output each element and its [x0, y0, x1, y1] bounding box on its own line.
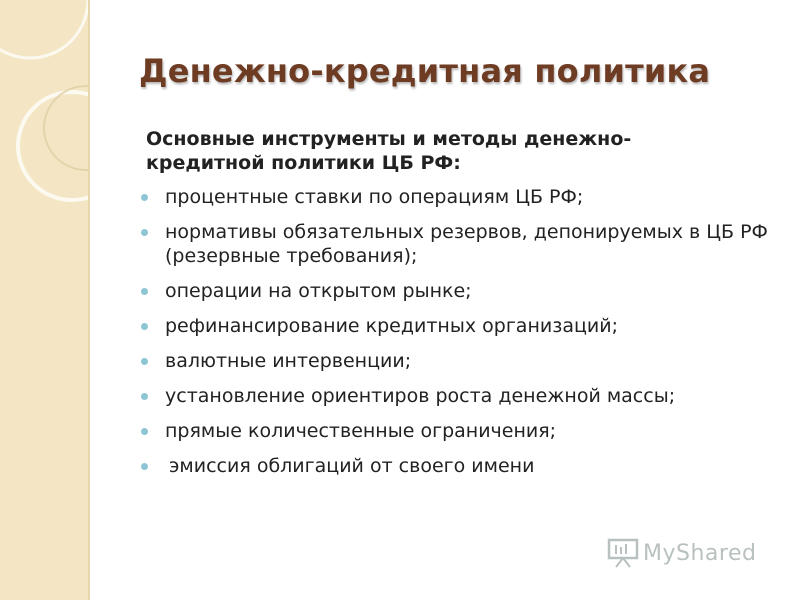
watermark-text: MyShared [643, 540, 757, 566]
intro-line-1: Основные инструменты и методы денежно- [146, 128, 632, 150]
list-item-text: установление ориентиров роста денежной массы; [165, 385, 676, 407]
slide-title: Денежно-кредитная политика [139, 52, 711, 90]
list-item [146, 419, 776, 443]
slide-content [146, 127, 776, 489]
list-item-text: валютные интервенции; [165, 350, 412, 372]
list-item [146, 279, 776, 303]
bullet-dot [141, 229, 148, 236]
myshared-watermark [607, 536, 756, 570]
intro-heading [146, 127, 776, 175]
bullet-dot [141, 194, 148, 201]
bullet-dot [141, 288, 148, 295]
list-item [146, 314, 776, 338]
list-item-text: процентные ставки по операциям ЦБ РФ; [165, 186, 584, 208]
list-item [146, 384, 776, 408]
list-item-text: нормативы обязательных резервов, депонируемых в ЦБ РФ (резервные требования); [165, 221, 768, 267]
decorative-circles [0, 0, 88, 600]
bullet-dot [141, 428, 148, 435]
list-item [146, 185, 776, 209]
bullet-dot [141, 393, 148, 400]
intro-line-2: кредитной политики ЦБ РФ: [146, 152, 461, 174]
list-item-text: эмиссия облигаций от своего имени [169, 455, 535, 477]
list-item-text: рефинансирование кредитных организаций; [165, 315, 618, 337]
list-item [146, 220, 776, 268]
bullet-dot [141, 358, 148, 365]
bullet-dot [141, 463, 148, 470]
bullet-list [146, 185, 776, 478]
bullet-dot [141, 323, 148, 330]
list-item [146, 349, 776, 373]
list-item-text: операции на открытом рынке; [165, 280, 472, 302]
decorative-sidebar [0, 0, 90, 600]
presentation-board-icon [607, 538, 639, 568]
list-item-text: прямые количественные ограничения; [165, 420, 557, 442]
list-item [146, 454, 776, 478]
